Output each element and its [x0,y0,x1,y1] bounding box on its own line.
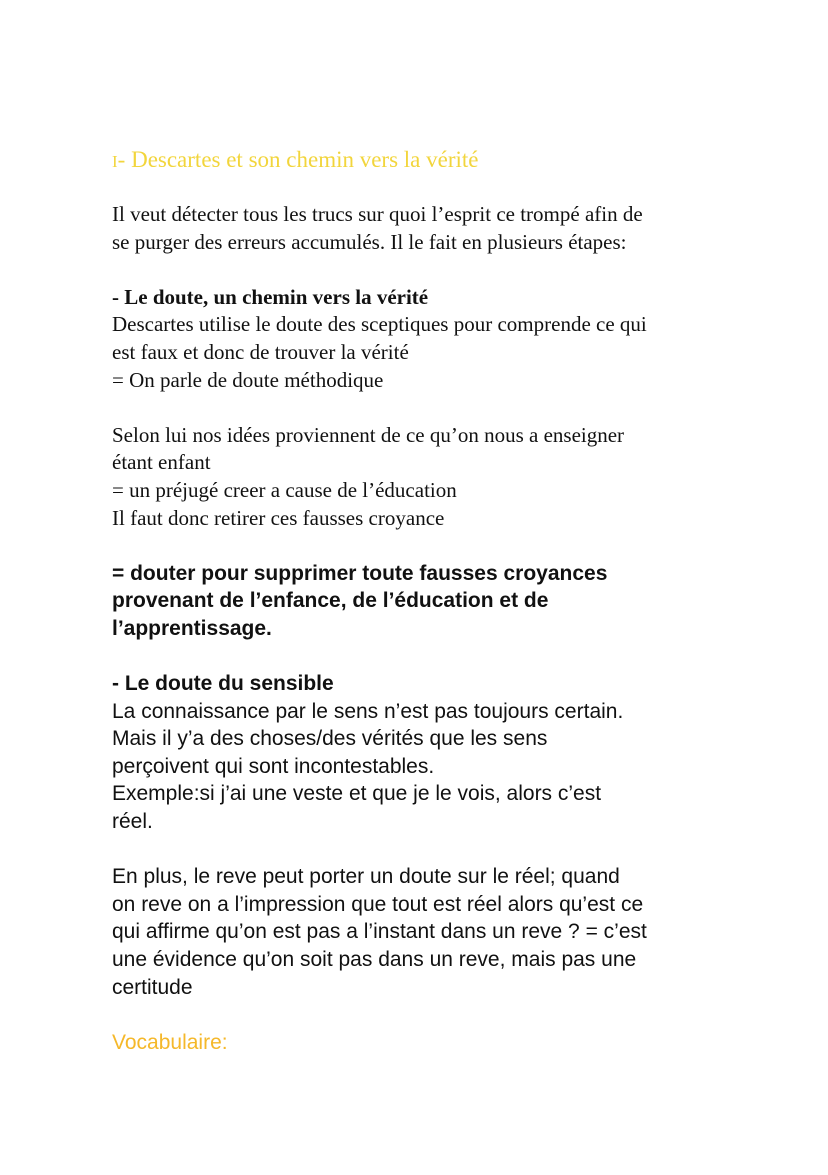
conclusion-line: provenant de l’enfance, de l’éducation et de [112,589,549,613]
section-heading [112,146,752,174]
paragraph-line: = un préjugé creer a cause de l’éducation [112,477,457,502]
paragraph-line: qui affirme qu’on est pas a l’instant dans un reve ? = c’est [112,920,647,944]
section-doute-verite [112,284,752,394]
document-page [112,146,752,1056]
paragraph-line: Il faut donc retirer ces fausses croyance [112,505,445,530]
paragraph-reve [112,863,752,1001]
paragraph-line: Selon lui nos idées proviennent de ce qu’on nous a enseigner [112,422,625,447]
heading-title: - Descartes et son chemin vers la vérité [117,147,479,172]
section-line: Exemple:si j’ai une veste et que je le vois, alors c’est [112,782,602,806]
paragraph-line: une évidence qu’on soit pas dans un reve, mais pas une [112,948,637,972]
section-doute-sensible [112,670,752,836]
conclusion-paragraph [112,560,752,643]
section-line: réel. [112,810,153,834]
section-line: Descartes utilise le doute des sceptiques pour comprende ce qui [112,312,647,337]
paragraph-line: En plus, le reve peut porter un doute sur le réel; quand [112,865,620,889]
conclusion-line: l’apprentissage. [112,616,272,640]
intro-paragraph [112,201,752,256]
paragraph-prejuges [112,422,752,532]
intro-line: Il veut détecter tous les trucs sur quoi l’esprit ce trompé afin de [112,202,643,226]
intro-line: se purger des erreurs accumulés. Il le fait en plusieurs étapes: [112,229,627,254]
section-title: - Le doute, un chemin vers la vérité [112,284,429,309]
section-line: = On parle de doute méthodique [112,367,384,392]
paragraph-line: on reve on a l’impression que tout est réel alors qu’est ce [112,892,644,916]
section-title: - Le doute du sensible [112,672,334,696]
paragraph-line: certitude [112,975,193,999]
section-line: perçoivent qui sont incontestables. [112,754,435,778]
paragraph-line: étant enfant [112,450,211,475]
conclusion-line: = douter pour supprimer toute fausses croyances [112,561,608,585]
heading-roman-numeral: I [112,152,118,171]
section-line: est faux et donc de trouver la vérité [112,339,409,364]
vocabulary-heading: Vocabulaire: [112,1030,228,1054]
section-line: La connaissance par le sens n’est pas toujours certain. [112,699,624,723]
section-line: Mais il y’a des choses/des vérités que les sens [112,727,548,751]
